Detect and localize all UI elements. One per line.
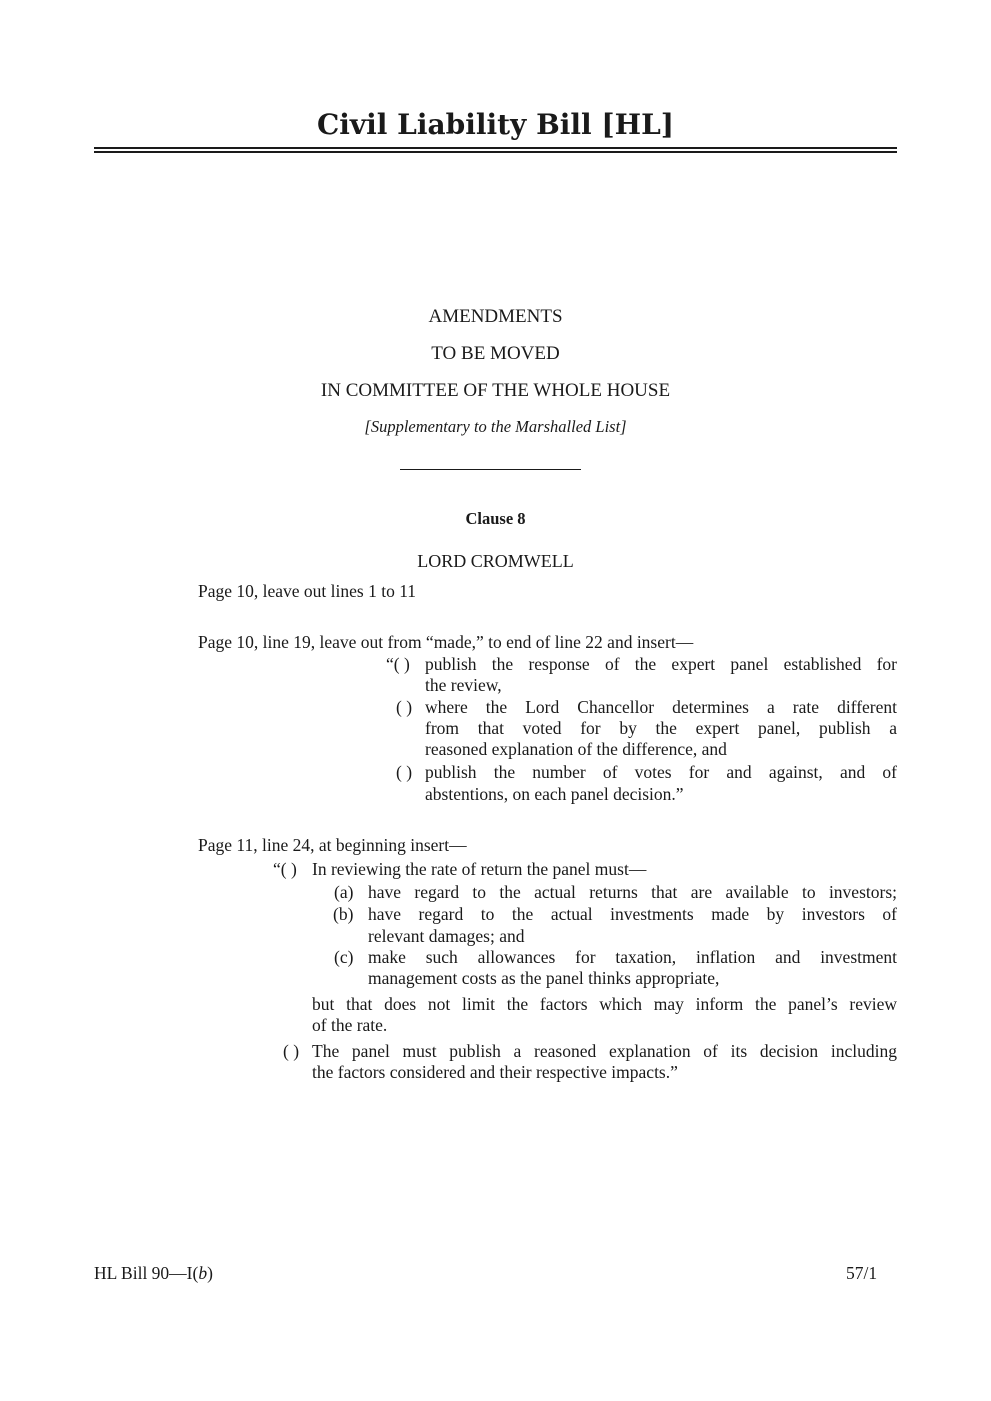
- title-rule-top: [94, 147, 897, 149]
- amendment-2-item-2-line-3: reasoned explanation of the difference, and: [425, 739, 727, 759]
- amendment-3-final-line-1: The panel must publish a reasoned explanation of its decision including: [312, 1041, 897, 1061]
- amendment-2-item-2-line-1: where the Lord Chancellor determines a rate different: [425, 697, 897, 717]
- amendment-3-subitem-c-line-2: management costs as the panel thinks appropriate,: [368, 968, 720, 988]
- amendment-3-instruction: Page 11, line 24, at beginning insert—: [198, 835, 467, 855]
- clause-heading: Clause 8: [465, 509, 526, 528]
- amendment-2-item-2-marker: ( ): [396, 697, 413, 717]
- bill-reference-suffix: ): [207, 1263, 213, 1283]
- heading-line-2: TO BE MOVED: [431, 343, 560, 364]
- heading-line-3: IN COMMITTEE OF THE WHOLE HOUSE: [320, 380, 671, 401]
- amendment-2-item-2-line-2: from that voted for by the expert panel, publish a: [425, 718, 897, 738]
- amendment-2-item-3-line-1: publish the number of votes for and against, and of: [425, 762, 897, 782]
- bill-reference: [94, 1263, 213, 1284]
- amendment-2-item-1-line-2: the review,: [425, 675, 502, 695]
- amendment-3-final-marker: ( ): [283, 1041, 300, 1061]
- amendment-2-item-1-line-1: publish the response of the expert panel established for: [425, 654, 897, 674]
- amendment-3-subitem-a-marker: (a): [334, 882, 354, 902]
- amendment-2-item-3-line-2: abstentions, on each panel decision.”: [425, 784, 684, 804]
- heading-line-1: AMENDMENTS: [428, 306, 563, 327]
- title-rule-bottom: [94, 151, 897, 153]
- bill-reference-prefix: HL Bill 90—I(: [94, 1263, 199, 1283]
- amendment-2-item-3-marker: ( ): [396, 762, 413, 782]
- amendment-3-continuation-line-1: but that does not limit the factors which may inform the panel’s review: [312, 994, 897, 1014]
- document-title: Civil Liability Bill [HL]: [316, 108, 675, 141]
- amendment-3-subitem-b-line-2: relevant damages; and: [368, 926, 525, 946]
- amendment-3-subitem-c-marker: (c): [334, 947, 354, 967]
- subtitle: [Supplementary to the Marshalled List]: [364, 417, 627, 436]
- amendment-3-lead-marker: “( ): [273, 859, 297, 879]
- page-reference: 57/1: [846, 1263, 878, 1283]
- amendment-3-subitem-b-line-1: have regard to the actual investments made by investors of: [368, 904, 897, 924]
- bill-reference-letter: b: [198, 1263, 208, 1283]
- amendment-1-instruction: Page 10, leave out lines 1 to 11: [198, 581, 417, 601]
- amendment-3-subitem-c-line-1: make such allowances for taxation, inflation and investment: [368, 947, 897, 967]
- amendment-3-continuation-line-2: of the rate.: [312, 1015, 388, 1035]
- amendment-2-instruction: Page 10, line 19, leave out from “made,” to end of line 22 and insert—: [198, 632, 694, 652]
- amendment-3-subitem-a-line-1: have regard to the actual returns that are available to investors;: [368, 882, 897, 902]
- amendment-2-item-1-marker: “( ): [386, 654, 410, 674]
- amendment-3-lead-text: In reviewing the rate of return the panel must—: [312, 859, 647, 879]
- amendment-3-subitem-b-marker: (b): [333, 904, 354, 924]
- amendment-3-final-line-2: the factors considered and their respective impacts.”: [312, 1062, 678, 1082]
- section-divider: [400, 469, 581, 470]
- member-name: LORD CROMWELL: [417, 551, 574, 571]
